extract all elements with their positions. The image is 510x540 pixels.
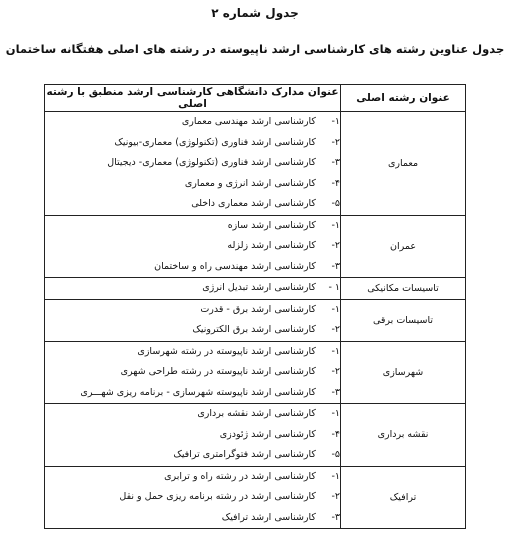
degree-item [45,174,340,195]
degree-text: کارشناسی ارشد معماری داخلی [191,198,316,209]
degree-item [45,153,340,174]
degree-text: کارشناسی ارشد ترافیک [221,511,316,523]
degree-text: کارشناسی ارشد فناوری (تکنولوژی) معماری-بیونیک [114,136,316,148]
degree-text: کارشناسی ارشد انرژی و معماری [184,177,316,189]
field-name-cell: تاسیسات مکانیکی [341,278,466,300]
degree-text: کارشناسی ارشد ژئودزی [219,428,316,440]
degree-item [45,487,340,508]
degree-number: ۳- [331,260,340,272]
degree-item [45,362,340,383]
table-row [45,466,466,529]
degree-text: کارشناسی ارشد ناپیوسته شهرسازی - برنامه ریزی شهـــری [80,386,316,398]
degree-text: کارشناسی ارشد نقشه برداری [197,408,316,419]
degree-number: ۲- [331,240,340,251]
table-row [45,112,466,216]
degrees-cell [45,466,341,529]
degree-number: ۴- [331,177,340,189]
degree-number: ۲- [331,324,340,335]
degrees-cell [45,278,341,300]
degree-text: کارشناسی ارشد در رشته راه و ترابری [164,470,316,482]
degree-number: ۱ - [328,282,340,293]
degree-text: کارشناسی ارشد مهندسی معماری [181,116,316,127]
table-row [45,404,466,467]
degree-number: ۳- [331,511,340,523]
header-field: عنوان رشته اصلی [341,85,466,112]
table-row [45,215,466,278]
degree-item [45,320,340,341]
degree-item [45,404,340,425]
degree-item [45,278,340,299]
field-name-cell: تاسیسات برقی [341,299,466,341]
degree-item [45,383,340,404]
degree-item [45,236,340,257]
degrees-table [44,84,466,529]
degree-text: کارشناسی ارشد در رشته برنامه ریزی حمل و نقل [119,491,316,502]
degree-number: ۱- [331,470,340,482]
degree-item [45,257,340,278]
table-body [45,112,466,529]
degree-text: کارشناسی ارشد فناوری (تکنولوژی) معماری- دیجیتال [107,157,316,168]
degree-number: ۵- [331,198,340,209]
degree-text: کارشناسی ارشد برق الکترونیک [192,324,316,335]
degree-number: ۲- [331,366,340,377]
degree-number: ۲- [331,136,340,148]
field-name-cell: شهرسازی [341,341,466,404]
field-name-cell: معماری [341,112,466,216]
degree-number: ۱- [331,408,340,419]
degree-number: ۲- [331,491,340,502]
degree-item [45,425,340,446]
degree-text: کارشناسی ارشد ناپیوسته در رشته شهرسازی [137,345,316,357]
degree-number: ۱- [331,116,340,127]
degree-text: کارشناسی ارشد سازه [227,219,316,231]
table-row [45,341,466,404]
degree-text: کارشناسی ارشد مهندسی راه و ساختمان [154,260,316,272]
degree-item [45,216,340,237]
field-name-cell: عمران [341,215,466,278]
degree-item [45,133,340,154]
degree-item [45,467,340,488]
degree-text: کارشناسی ارشد فتوگرامتری ترافیک [173,449,316,460]
degree-number: ۳- [331,157,340,168]
degrees-cell [45,299,341,341]
degree-number: ۱- [331,219,340,231]
degree-item [45,508,340,529]
degrees-cell [45,112,341,216]
table-row [45,278,466,300]
degree-number: ۱- [331,303,340,315]
field-name-cell: ترافیک [341,466,466,529]
degree-item [45,194,340,215]
degree-number: ۳- [331,386,340,398]
degree-item [45,445,340,466]
degree-item [45,300,340,321]
degree-number: ۱- [331,345,340,357]
table-number: جدول شماره ۲ [211,6,299,20]
degree-number: ۴- [331,428,340,440]
table-header-row [45,85,466,112]
table-row [45,299,466,341]
degrees-cell [45,404,341,467]
degrees-cell [45,215,341,278]
degree-item [45,342,340,363]
table-title: جدول عناوین رشته های کارشناسی ارشد ناپیوسته در رشته های اصلی هفتگانه ساختمان [5,42,505,56]
degree-text: کارشناسی ارشد ناپیوسته در رشته طراحی شهری [120,366,316,377]
header-degrees: عنوان مدارک دانشگاهی کارشناسی ارشد منطبق با رشته اصلی [46,86,339,110]
degree-text: کارشناسی ارشد تبدیل انرژی [202,282,316,293]
degree-text: کارشناسی ارشد زلزله [227,240,316,251]
degree-number: ۵- [331,449,340,460]
degree-text: کارشناسی ارشد برق - قدرت [200,303,316,315]
degrees-cell [45,341,341,404]
field-name-cell: نقشه برداری [341,404,466,467]
degree-item [45,112,340,133]
